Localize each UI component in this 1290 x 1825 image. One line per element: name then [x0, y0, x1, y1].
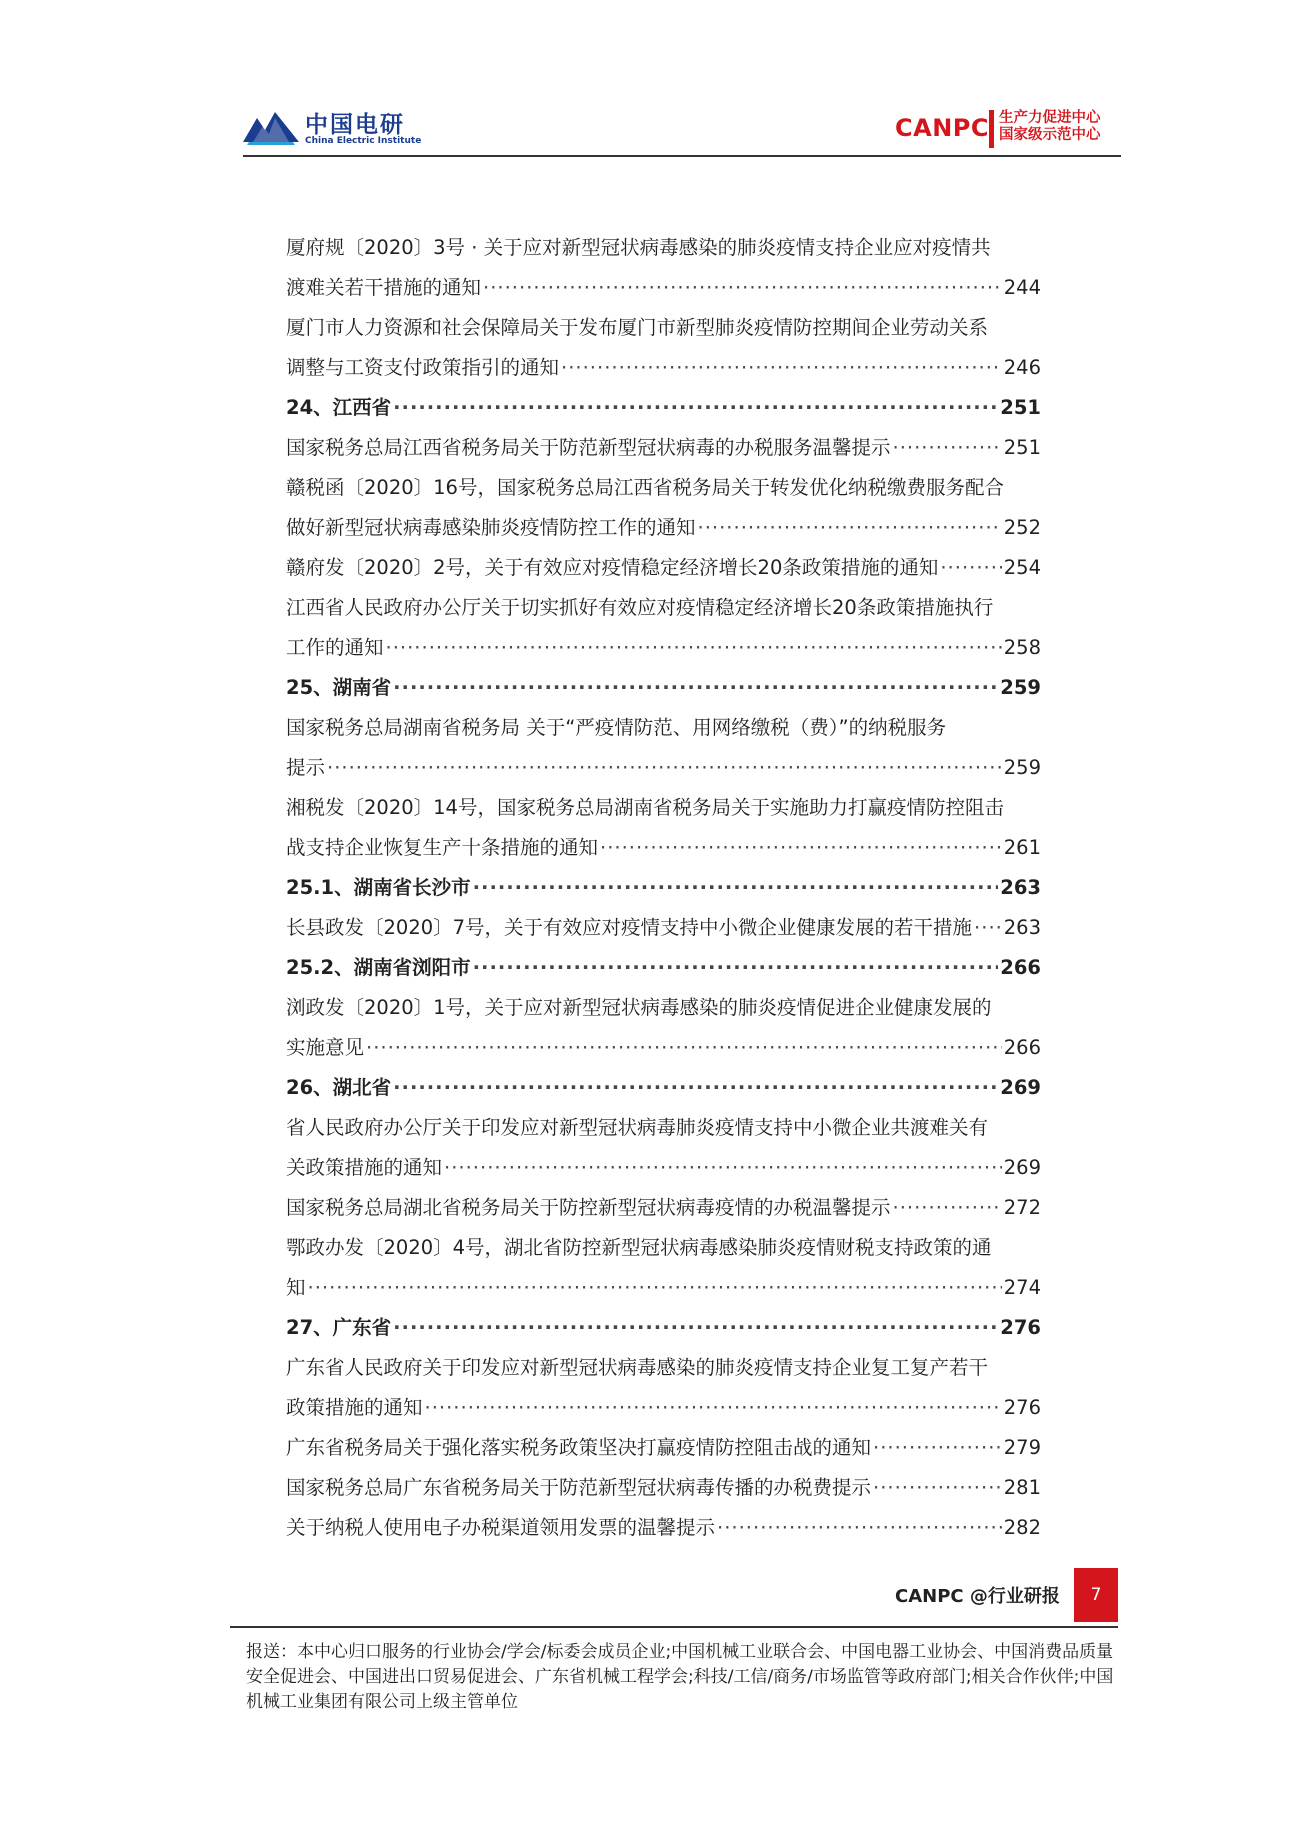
toc-entry-last-line [286, 628, 1041, 668]
toc-page-number: 266 [1003, 1036, 1041, 1059]
dot-leader [393, 668, 998, 708]
toc-page-number: 259 [1003, 756, 1041, 779]
toc-page-number: 258 [1003, 636, 1041, 659]
footer-label: CANPC @行业研报 [895, 1586, 1060, 1607]
toc-page-number: 261 [1003, 836, 1041, 859]
toc-page-number: 259 [1000, 676, 1041, 699]
dot-leader [308, 1268, 1002, 1308]
toc-entry-last-line [286, 1028, 1041, 1068]
toc-entry-title-line: 广东省人民政府关于印发应对新型冠状病毒感染的肺炎疫情支持企业复工复产若干 [286, 1356, 989, 1379]
toc-entry-title: 提示 [286, 756, 326, 779]
toc-entry[interactable] [286, 788, 1041, 868]
toc-page-number: 251 [1003, 436, 1041, 459]
toc-entry-title-line: 省人民政府办公厅关于印发应对新型冠状病毒肺炎疫情支持中小微企业共渡难关有 [286, 1116, 989, 1139]
canpc-logo [895, 108, 1120, 148]
toc-entry-title-line: 赣税函〔2020〕16号，国家税务总局江西省税务局关于转发优化纳税缴费服务配合 [286, 476, 1004, 499]
china-electric-logo [243, 104, 503, 152]
canpc-subtitle-line-2: 国家级示范中心 [999, 127, 1101, 143]
dot-leader [473, 948, 999, 988]
toc-entry[interactable] [286, 1188, 1041, 1228]
toc-entry-last-line [286, 428, 1041, 468]
toc-entry-title: 长县政发〔2020〕7号，关于有效应对疫情支持中小微企业健康发展的若干措施 [286, 916, 973, 939]
brand-divider [989, 110, 994, 148]
toc-entry-last-line [286, 268, 1041, 308]
toc-entry-last-line [286, 1068, 1041, 1108]
toc-entry-title: 国家税务总局江西省税务局关于防范新型冠状病毒的办税服务温馨提示 [286, 436, 891, 459]
toc-entry-title: 24、江西省 [286, 396, 392, 419]
toc-entry-title: 政策措施的通知 [286, 1396, 423, 1419]
table-of-contents [286, 228, 1041, 1548]
toc-page-number: 251 [1000, 396, 1041, 419]
toc-entry-last-line [286, 1428, 1041, 1468]
toc-entry-last-line [286, 748, 1041, 788]
toc-entry[interactable] [286, 1468, 1041, 1508]
toc-entry-last-line [286, 348, 1041, 388]
toc-entry-last-line [286, 1188, 1041, 1228]
logo-english-text: China Electric Institute [305, 136, 422, 146]
toc-entry-last-line [286, 908, 1041, 948]
canpc-brand: CANPC [895, 114, 989, 142]
toc-section-heading[interactable] [286, 1068, 1041, 1108]
dot-leader [873, 1428, 1002, 1468]
toc-entry-title: 国家税务总局广东省税务局关于防范新型冠状病毒传播的办税费提示 [286, 1476, 872, 1499]
toc-page-number: 266 [1000, 956, 1041, 979]
toc-entry-title: 实施意见 [286, 1036, 365, 1059]
toc-entry-last-line [286, 508, 1041, 548]
toc-entry-last-line [286, 868, 1041, 908]
toc-entry-title-line: 国家税务总局湖南省税务局 关于“严疫情防范、用网络缴税（费）”的纳税服务 [286, 716, 947, 739]
toc-entry-last-line [286, 948, 1041, 988]
dot-leader [393, 1308, 998, 1348]
toc-page-number: 276 [1000, 1316, 1041, 1339]
toc-page-number: 281 [1003, 1476, 1041, 1499]
toc-entry[interactable] [286, 1508, 1041, 1548]
toc-entry[interactable] [286, 428, 1041, 468]
dot-leader [600, 828, 1002, 868]
dot-leader [327, 748, 1002, 788]
toc-page-number: 263 [1003, 916, 1041, 939]
dot-leader [393, 1068, 998, 1108]
dot-leader [393, 388, 998, 428]
toc-section-heading[interactable] [286, 868, 1041, 908]
toc-entry-title: 调整与工资支付政策指引的通知 [286, 356, 560, 379]
toc-entry-title: 25.2、湖南省浏阳市 [286, 956, 471, 979]
toc-entry-title-line: 厦门市人力资源和社会保障局关于发布厦门市新型肺炎疫情防控期间企业劳动关系 [286, 316, 989, 339]
toc-entry[interactable] [286, 588, 1041, 668]
canpc-subtitle [999, 110, 1101, 144]
dot-leader [940, 548, 1001, 588]
toc-page-number: 252 [1003, 516, 1041, 539]
toc-entry-last-line [286, 828, 1041, 868]
dot-leader [366, 1028, 1002, 1068]
dot-leader [483, 268, 1002, 308]
toc-page-number: 272 [1003, 1196, 1041, 1219]
toc-entry[interactable] [286, 548, 1041, 588]
toc-section-heading[interactable] [286, 948, 1041, 988]
toc-entry-title: 26、湖北省 [286, 1076, 392, 1099]
page-number: 7 [1074, 1568, 1118, 1622]
toc-entry-title: 知 [286, 1276, 306, 1299]
dot-leader [386, 628, 1002, 668]
toc-entry-title: 关政策措施的通知 [286, 1156, 443, 1179]
header-divider [243, 155, 1121, 157]
toc-entry[interactable] [286, 308, 1041, 388]
toc-page-number: 269 [1003, 1156, 1041, 1179]
toc-entry[interactable] [286, 908, 1041, 948]
toc-page-number: 254 [1003, 556, 1041, 579]
footer-divider [230, 1626, 1118, 1628]
toc-entry-last-line [286, 1308, 1041, 1348]
toc-entry-last-line [286, 1508, 1041, 1548]
toc-entry[interactable] [286, 1428, 1041, 1468]
toc-entry-last-line [286, 1268, 1041, 1308]
toc-entry-last-line [286, 1148, 1041, 1188]
toc-page-number: 244 [1003, 276, 1041, 299]
dot-leader [698, 508, 1002, 548]
mountain-logo-icon [243, 104, 299, 146]
toc-entry[interactable] [286, 1228, 1041, 1308]
toc-entry[interactable] [286, 988, 1041, 1068]
toc-entry[interactable] [286, 1348, 1041, 1428]
toc-entry-title: 关于纳税人使用电子办税渠道领用发票的温馨提示 [286, 1516, 716, 1539]
toc-entry-title: 战支持企业恢复生产十条措施的通知 [286, 836, 599, 859]
toc-page-number: 246 [1003, 356, 1041, 379]
toc-page-number: 282 [1003, 1516, 1041, 1539]
dot-leader [717, 1508, 1002, 1548]
toc-page-number: 276 [1003, 1396, 1041, 1419]
canpc-subtitle-line-1: 生产力促进中心 [999, 110, 1101, 126]
toc-entry-title: 赣府发〔2020〕2号，关于有效应对疫情稳定经济增长20条政策措施的通知 [286, 556, 939, 579]
toc-entry-title: 国家税务总局湖北省税务局关于防控新型冠状病毒疫情的办税温馨提示 [286, 1196, 891, 1219]
toc-entry-title: 渡难关若干措施的通知 [286, 276, 482, 299]
dot-leader [893, 1188, 1002, 1228]
toc-section-heading[interactable] [286, 668, 1041, 708]
toc-entry-last-line [286, 668, 1041, 708]
toc-entry-title-line: 湘税发〔2020〕14号，国家税务总局湖南省税务局关于实施助力打赢疫情防控阻击 [286, 796, 1004, 819]
toc-page-number: 269 [1000, 1076, 1041, 1099]
toc-entry[interactable] [286, 468, 1041, 548]
toc-entry-last-line [286, 1468, 1041, 1508]
toc-page-number: 279 [1003, 1436, 1041, 1459]
toc-page-number: 274 [1003, 1276, 1041, 1299]
report-recipients: 报送：本中心归口服务的行业协会/学会/标委会成员企业;中国机械工业联合会、中国电器工业协会、中国消费品质量安全促进会、中国进出口贸易促进会、广东省机械工程学会;科技/工信/商务/市场监管等政府部门;相关合作伙伴;中国机械工业集团有限公司上级主管单位 [246, 1642, 1114, 1712]
toc-entry-title-line: 浏政发〔2020〕1号，关于应对新型冠状病毒感染的肺炎疫情促进企业健康发展的 [286, 996, 992, 1019]
toc-page-number: 263 [1000, 876, 1041, 899]
toc-entry-title: 工作的通知 [286, 636, 384, 659]
dot-leader [974, 908, 1002, 948]
toc-entry[interactable] [286, 1108, 1041, 1188]
page-header [0, 0, 1290, 160]
toc-entry-last-line [286, 388, 1041, 428]
logo-chinese-text: 中国电研 [305, 112, 405, 138]
toc-entry[interactable] [286, 228, 1041, 308]
dot-leader [425, 1388, 1002, 1428]
toc-section-heading[interactable] [286, 388, 1041, 428]
dot-leader [473, 868, 999, 908]
toc-entry-title: 25.1、湖南省长沙市 [286, 876, 471, 899]
toc-entry-title-line: 厦府规〔2020〕3号 · 关于应对新型冠状病毒感染的肺炎疫情支持企业应对疫情共 [286, 236, 991, 259]
toc-entry[interactable] [286, 708, 1041, 788]
dot-leader [561, 348, 1002, 388]
toc-entry-title: 25、湖南省 [286, 676, 392, 699]
toc-entry-title-line: 鄂政办发〔2020〕4号，湖北省防控新型冠状病毒感染肺炎疫情财税支持政策的通 [286, 1236, 992, 1259]
toc-section-heading[interactable] [286, 1308, 1041, 1348]
toc-entry-title-line: 江西省人民政府办公厅关于切实抓好有效应对疫情稳定经济增长20条政策措施执行 [286, 596, 994, 619]
dot-leader [873, 1468, 1002, 1508]
toc-entry-title: 做好新型冠状病毒感染肺炎疫情防控工作的通知 [286, 516, 696, 539]
toc-entry-title: 27、广东省 [286, 1316, 392, 1339]
toc-entry-title: 广东省税务局关于强化落实税务政策坚决打赢疫情防控阻击战的通知 [286, 1436, 872, 1459]
dot-leader [444, 1148, 1002, 1188]
dot-leader [893, 428, 1002, 468]
toc-entry-last-line [286, 1388, 1041, 1428]
toc-entry-last-line [286, 548, 1041, 588]
